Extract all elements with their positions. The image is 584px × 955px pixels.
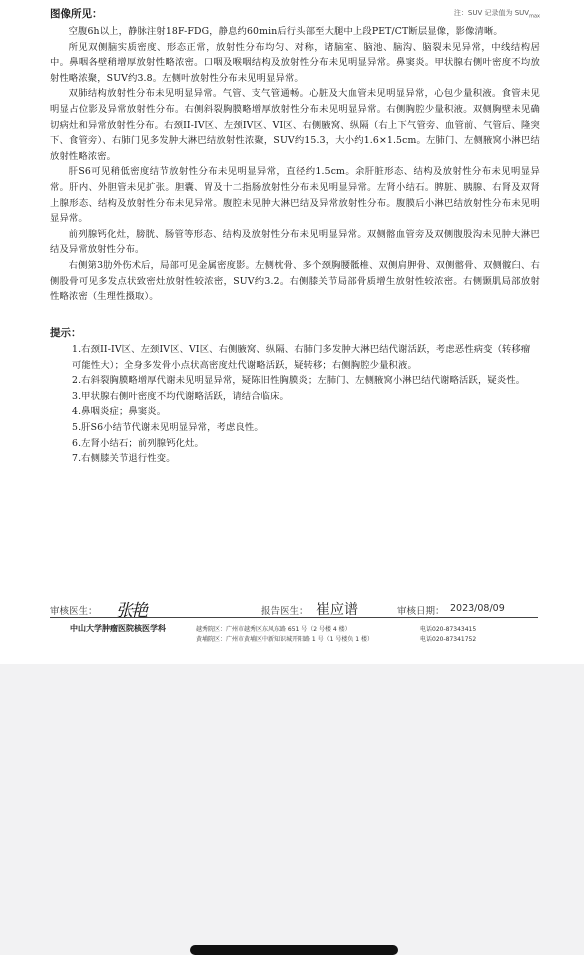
hospital-name: 中山大学肿瘤医院核医学科 bbox=[70, 624, 166, 633]
address-huangpu: 黄埔院区：广州市黄埔区中新知识城开阳路 1 号（1 号楼负 1 楼） bbox=[196, 636, 373, 643]
conclusion-list bbox=[72, 342, 538, 467]
findings-paragraph: 右侧第3肋外伤术后，局部可见金属密度影。左侧枕骨、多个颈胸腰骶椎、双侧肩胛骨、双侧髂骨、双侧髋臼、右侧股骨可见多发点状致密灶放射性较浓密，SUV约3.2。右侧膝关节局部骨质增生放射性较浓密。右侧颞肌局部放射性略浓密（生理性摄取）。 bbox=[50, 259, 540, 303]
conclusion-item: 5.肝S6小结节代谢未见明显异常，考虑良性。 bbox=[72, 421, 264, 433]
address-yuexiu: 越秀院区：广州市越秀区东风东路 651 号（2 号楼 4 楼） bbox=[196, 626, 351, 633]
findings-paragraph: 双肺结构放射性分布未见明显异常。气管、支气管通畅。心脏及大血管未见明显异常，心包少量积液。食管未见明显占位影及异常放射性分布。右侧斜裂胸膜略增厚放射性分布未见明显异常。右侧胸腔少量积液。双侧胸壁未见确切病灶和异常放射性分布。右颈II-IV区、左颈IV区、VI区、右侧腋窝、纵隔（右上下气管旁、血管前、气管后、隆突下、食管旁）、右肺门见多发肿大淋巴结放射性浓聚，SUV约15.3，大小约1.6×1.5cm。左肺门、左侧腋窝小淋巴结放射性略浓密。 bbox=[50, 88, 540, 162]
conclusion-item: 1.右颈II-IV区、左颈IV区、VI区、右侧腋窝、纵隔、右肺门多发肿大淋巴结代谢活跃，考虑恶性病变（转移瘤可能性大）；全身多发骨小点状高密度灶代谢略活跃，疑转移；右侧胸腔少量积液。 bbox=[72, 344, 531, 371]
phone-huangpu: 电话020-87341752 bbox=[420, 636, 477, 643]
reviewer-label: 审核医生： bbox=[50, 606, 98, 617]
suv-note-text: 注：SUV 记录值为 SUV bbox=[453, 9, 530, 17]
findings-paragraph: 所见双侧脑实质密度、形态正常，放射性分布均匀、对称，诸脑室、脑池、脑沟、脑裂未见异常，中线结构居中。鼻咽各壁稍增厚放射性略浓密。口咽及喉咽结构及放射性分布未见明显异常。鼻窦炎。甲状腺右侧叶密度不均放射性略浓聚，SUV约3.8。左侧叶放射性分布未见明显异常。 bbox=[50, 41, 540, 84]
conclusion-item: 6.左肾小结石；前列腺钙化灶。 bbox=[72, 437, 204, 449]
findings-body bbox=[50, 24, 540, 305]
review-date-value: 2023/08/09 bbox=[450, 603, 505, 614]
findings-header bbox=[50, 6, 540, 22]
conclusion-item: 7.右侧膝关节退行性变。 bbox=[72, 453, 176, 465]
phone-yuexiu: 电话020-87343415 bbox=[420, 626, 477, 633]
suv-note bbox=[454, 8, 540, 19]
findings-paragraph: 前列腺钙化灶，膀胱、肠管等形态、结构及放射性分布未见明显异常。双侧髂血管旁及双侧腹股沟未见肿大淋巴结及异常放射性分布。 bbox=[50, 228, 540, 256]
conclusion-item: 2.右斜裂胸膜略增厚代谢未见明显异常，疑陈旧性胸膜炎；左肺门、左侧腋窝小淋巴结代谢略活跃，疑炎性。 bbox=[72, 375, 526, 387]
findings-title: 图像所见： bbox=[50, 8, 103, 20]
findings-paragraph: 空腹6h以上，静脉注射18F-FDG，静息约60min后行头部至大腿中上段PET/CT断层显像，影像清晰。 bbox=[68, 26, 503, 37]
conclusion-title: 提示： bbox=[50, 327, 82, 339]
suv-note-subscript: max bbox=[529, 13, 540, 20]
review-date-label: 审核日期： bbox=[397, 606, 445, 617]
conclusion-item: 3.甲状腺右侧叶密度不均代谢略活跃，请结合临床。 bbox=[72, 390, 290, 402]
conclusion-item: 4.鼻咽炎症；鼻窦炎。 bbox=[72, 406, 167, 418]
home-indicator[interactable] bbox=[190, 945, 398, 955]
findings-paragraph: 肝S6可见稍低密度结节放射性分布未见明显异常，直径约1.5cm。余肝脏形态、结构及放射性分布未见明显异常。肝内、外胆管未见扩张。胆囊、胃及十二指肠放射性分布未见明显异常。左肾小结石。脾脏、胰腺、右肾及双肾上腺形态、结构及放射性分布未见异常。腹腔未见肿大淋巴结及异常放射性分布。腹膜后小淋巴结放射性分布未见明显异常。 bbox=[50, 166, 540, 225]
reporter-name: 崔应谱 bbox=[316, 602, 358, 618]
report-footer bbox=[70, 622, 540, 646]
signature-divider bbox=[50, 617, 538, 618]
reporter-label: 报告医生： bbox=[261, 606, 309, 617]
reviewer-signature: 张艳 bbox=[116, 601, 146, 621]
